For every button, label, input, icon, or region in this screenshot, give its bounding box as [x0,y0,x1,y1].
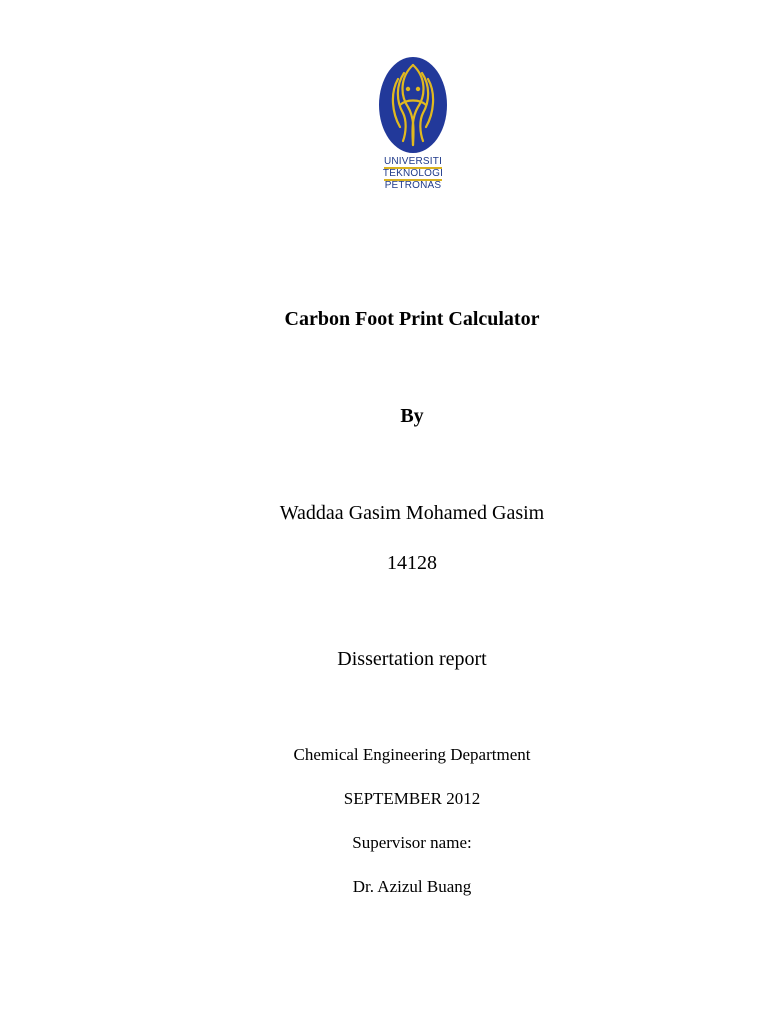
logo-text-universiti: UNIVERSITI [383,156,443,167]
student-id: 14128 [387,552,437,574]
report-type: Dissertation report [337,648,487,670]
supervisor-label: Supervisor name: [352,833,472,852]
submission-date: SEPTEMBER 2012 [343,789,481,808]
logo-text-teknologi: TEKNOLOGI [382,168,444,179]
author-name: Waddaa Gasim Mohamed Gasim [279,502,545,524]
university-logo [370,55,456,195]
by-label: By [400,405,424,427]
logo-text-petronas: PETRONAS [384,180,442,191]
document-title: Carbon Foot Print Calculator [284,308,540,330]
utp-emblem-icon [370,55,456,155]
department-name: Chemical Engineering Department [293,745,531,764]
supervisor-name: Dr. Azizul Buang [352,877,472,896]
